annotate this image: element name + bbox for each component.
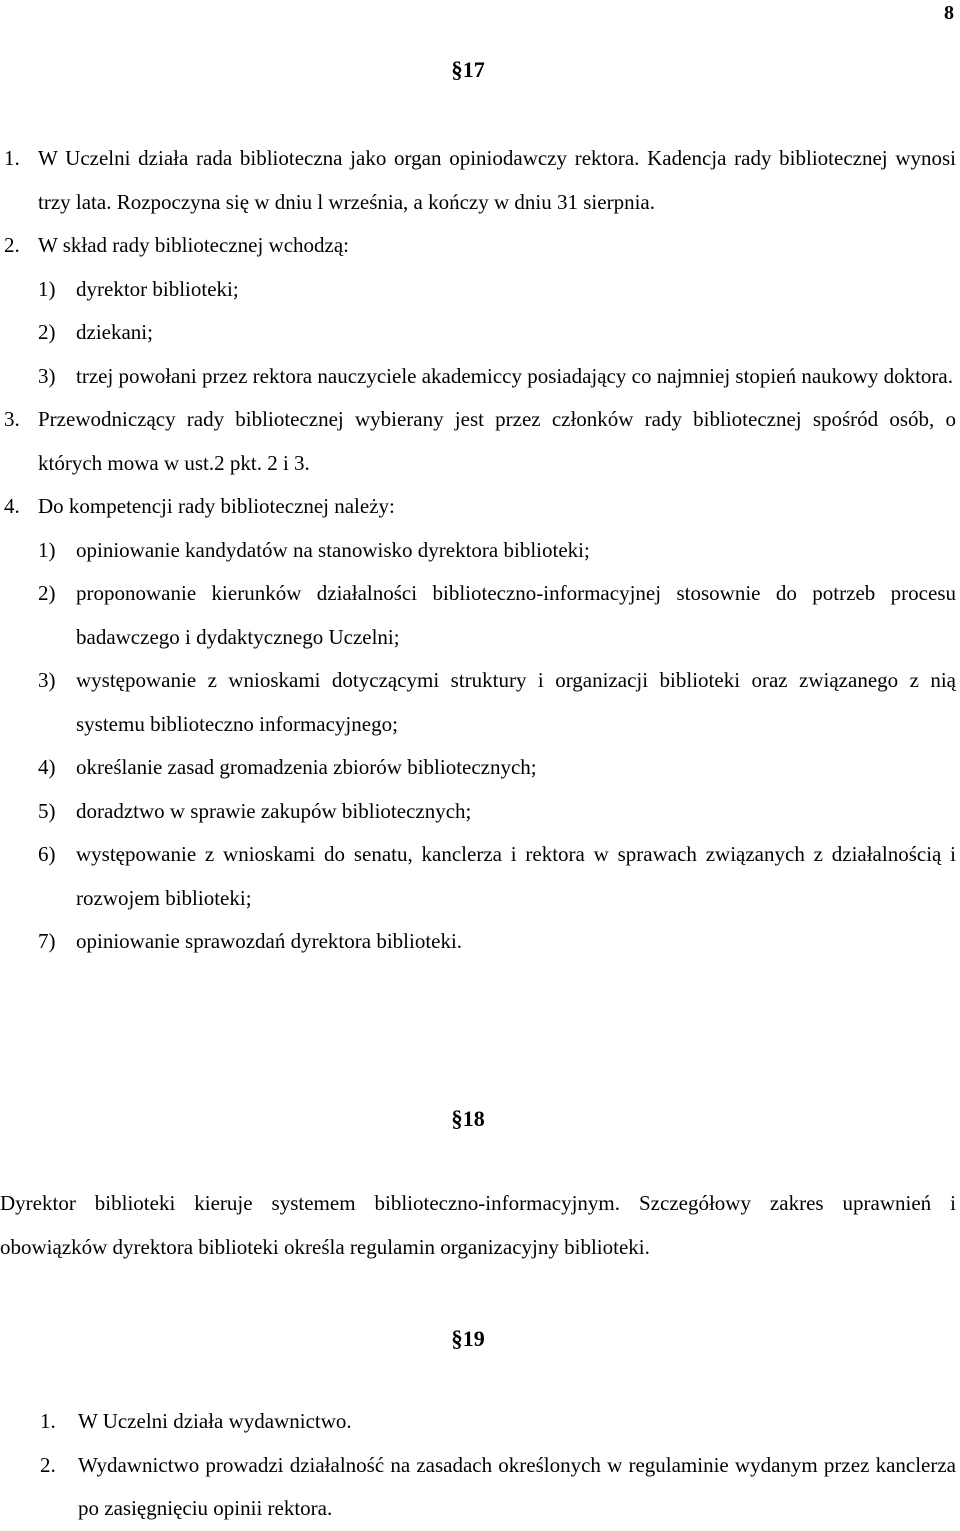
paragraph: Dyrektor biblioteki kieruje systemem biblioteczno-informacyjnym. Szczegółowy zakres uprawnień i obowiązków dyrektora biblioteki określa regulamin organizacyjny biblioteki. — [0, 1191, 956, 1259]
section-mark: § — [451, 1326, 463, 1351]
sub-item — [0, 529, 956, 573]
list-item — [0, 485, 956, 529]
sub-item-text: występowanie z wnioskami dotyczącymi struktury i organizacji biblioteki oraz związanego z nią systemu biblioteczno informacyjnego; — [76, 668, 956, 736]
sub-item-text: określanie zasad gromadzenia zbiorów bibliotecznych; — [76, 755, 537, 779]
section-mark: § — [451, 57, 463, 82]
sub-item-number: 5) — [38, 798, 56, 823]
item-text: W Uczelni działa rada biblioteczna jako organ opiniodawczy rektora. Kadencja rady bibliotecznej wynosi trzy lata. Rozpoczyna się w dniu l września, a kończy w dniu 31 sierpnia. — [38, 146, 956, 214]
item-text: Przewodniczący rady bibliotecznej wybierany jest przez członków rady bibliotecznej spośród osób, o których mowa w ust.2 pkt. 2 i 3. — [38, 407, 956, 475]
list-item — [0, 1444, 956, 1531]
sub-item-number: 2) — [38, 320, 56, 344]
sub-item-text: proponowanie kierunków działalności biblioteczno-informacyjnej stosownie do potrzeb procesu badawczego i dydaktycznego Uczelni; — [76, 581, 956, 649]
sub-item — [0, 311, 956, 355]
sub-item — [0, 659, 956, 746]
section-17-body — [0, 137, 956, 964]
section-number: 19 — [462, 1326, 485, 1351]
sub-item-number: 2) — [38, 581, 56, 605]
list-item — [0, 398, 956, 485]
sub-item — [0, 746, 956, 790]
list-item — [0, 224, 956, 268]
sub-item — [0, 355, 956, 399]
page-number: 8 — [944, 2, 954, 24]
section-mark: § — [451, 1106, 463, 1131]
sub-item-number: 7) — [38, 929, 56, 953]
section-heading-19 — [0, 1324, 936, 1354]
sub-item — [0, 572, 956, 659]
sub-item-text: występowanie z wnioskami do senatu, kanclerza i rektora w sprawach związanych z działalnością i rozwojem biblioteki; — [76, 842, 956, 910]
sub-item-text: dyrektor biblioteki; — [76, 276, 239, 301]
sub-item-number: 6) — [38, 842, 56, 866]
sub-item-text: opiniowanie kandydatów na stanowisko dyrektora biblioteki; — [76, 537, 590, 562]
item-number: 2. — [4, 233, 20, 257]
sub-item — [0, 920, 956, 964]
item-number: 4. — [4, 494, 20, 518]
sub-item-number: 1) — [38, 537, 56, 562]
item-text: W skład rady bibliotecznej wchodzą: — [38, 233, 350, 257]
list-item — [0, 1400, 956, 1444]
item-text: Wydawnictwo prowadzi działalność na zasadach określonych w regulaminie wydanym przez kanclerza po zasięgnięciu opinii rektora. — [78, 1452, 956, 1520]
sub-item — [0, 833, 956, 920]
sub-item-number: 4) — [38, 755, 56, 779]
item-number: 2. — [40, 1452, 56, 1477]
sub-item — [0, 790, 956, 834]
section-18-body — [0, 1182, 956, 1269]
item-text: Do kompetencji rady bibliotecznej należy: — [38, 494, 395, 518]
sub-item-text: dziekani; — [76, 320, 153, 344]
sub-item-text: trzej powołani przez rektora nauczyciele akademiccy posiadający co najmniej stopień naukowy doktora. — [76, 363, 953, 388]
section-heading-18 — [0, 1104, 936, 1134]
sub-item-number: 1) — [38, 276, 56, 301]
item-number: 1. — [4, 146, 20, 170]
item-text: W Uczelni działa wydawnictwo. — [78, 1409, 352, 1433]
section-number: 17 — [462, 57, 485, 82]
list-item — [0, 137, 956, 224]
sub-item-text: doradztwo w sprawie zakupów bibliotecznych; — [76, 798, 472, 823]
item-number: 1. — [40, 1409, 56, 1433]
sub-item-text: opiniowanie sprawozdań dyrektora biblioteki. — [76, 929, 463, 953]
sub-item-number: 3) — [38, 668, 56, 692]
section-19-body — [0, 1400, 956, 1531]
sub-item-number: 3) — [38, 363, 56, 388]
section-number: 18 — [462, 1106, 485, 1131]
sub-item — [0, 268, 956, 312]
item-number: 3. — [4, 407, 20, 431]
section-heading-17 — [0, 55, 936, 85]
